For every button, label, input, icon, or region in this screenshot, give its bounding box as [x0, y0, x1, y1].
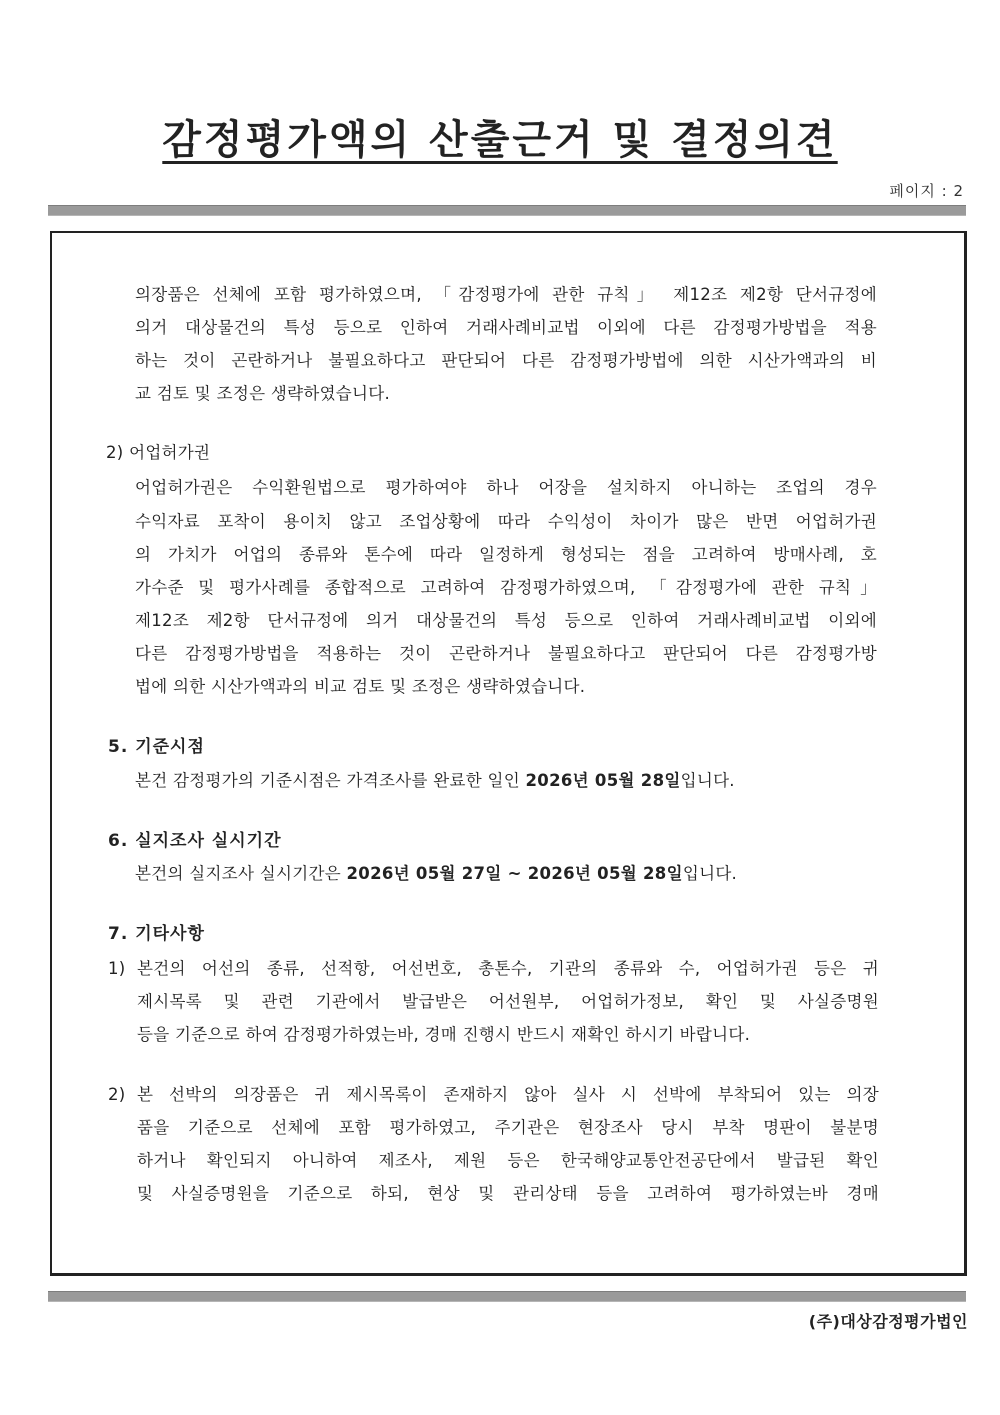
item-1-line: 등을 기준으로 하여 감정평가하였는바, 경매 진행시 반드시 재확인 하시기 바랍니다.: [137, 1025, 751, 1044]
para-a-line: 의거 대상물건의 특성 등으로 인하여 거래사례비교법 이외에 다른 감정평가방법을 적용: [135, 318, 877, 337]
page-number: 페이지 : 2: [889, 182, 964, 200]
item-2-number: 2): [108, 1085, 126, 1104]
item-2-line: 및 사실증명원을 기준으로 하되, 현상 및 관리상태 등을 고려하여 평가하였는바 경매: [137, 1184, 879, 1203]
para-b-line: 의 가치가 어업의 종류와 톤수에 따라 일정하게 형성되는 점을 고려하여 방매사례, 호: [135, 545, 877, 564]
section-5-heading: 5. 기준시점: [108, 737, 205, 757]
item-1-line: 제시목록 및 관련 기관에서 발급받은 어선원부, 어업허가정보, 확인 및 사실증명원: [137, 992, 879, 1011]
para-b-line: 가수준 및 평가사례를 종합적으로 고려하여 감정평가하였으며, 「감정평가에 관한 규칙」: [135, 578, 877, 597]
page-title: 감정평가액의 산출근거 및 결정의견: [162, 117, 838, 163]
para-b-line: 다른 감정평가방법을 적용하는 것이 곤란하거나 불필요하다고 판단되어 다른 감정평가방: [135, 644, 877, 663]
para-b-line: 수익자료 포착이 용이치 않고 조업상황에 따라 수익성이 차이가 많은 반면 어업허가권: [135, 512, 877, 531]
para-a-line: 교 검토 및 조정은 생략하였습니다.: [135, 384, 391, 403]
para-b-line: 제12조 제2항 단서규정에 의거 대상물건의 특성 등으로 인하여 거래사례비교법 이외에: [135, 611, 877, 630]
para-b-line: 어업허가권은 수익환원법으로 평가하여야 하나 어장을 설치하지 아니하는 조업의 경우: [135, 478, 877, 497]
para-b-line: 법에 의한 시산가액과의 비교 검토 및 조정은 생략하였습니다.: [135, 677, 586, 696]
top-divider: [48, 205, 966, 216]
section-6-text: 본건의 실지조사 실시기간은 2026년 05월 27일 ~ 2026년 05월 28일입니다.: [135, 864, 738, 883]
para-a-line: 하는 것이 곤란하거나 불필요하다고 판단되어 다른 감정평가방법에 의한 시산가액과의 비: [135, 351, 877, 370]
item-2-line: 하거나 확인되지 아니하여 제조사, 제원 등은 한국해양교통안전공단에서 발급된 확인: [137, 1151, 879, 1170]
subsection-heading: 2) 어업허가권: [106, 443, 211, 462]
item-2-line: 품을 기준으로 선체에 포함 평가하였고, 주기관은 현장조사 당시 부착 명판이 불분명: [137, 1118, 879, 1137]
para-a-line: 의장품은 선체에 포함 평가하였으며, 「감정평가에 관한 규칙」 제12조 제2항 단서규정에: [135, 285, 877, 304]
item-1-line: 본건의 어선의 종류, 선적항, 어선번호, 총톤수, 기관의 종류와 수, 어업허가권 등은 귀: [137, 959, 879, 978]
company-name: (주)대상감정평가법인: [808, 1312, 968, 1331]
bottom-divider: [48, 1291, 966, 1302]
section-5-text: 본건 감정평가의 기준시점은 가격조사를 완료한 일인 2026년 05월 28일입니다.: [135, 771, 735, 790]
item-2-line: 본 선박의 의장품은 귀 제시목록이 존재하지 않아 실사 시 선박에 부착되어 있는 의장: [137, 1085, 879, 1104]
section-6-heading: 6. 실지조사 실시기간: [108, 831, 282, 851]
section-7-heading: 7. 기타사항: [108, 924, 205, 944]
item-1-number: 1): [108, 959, 126, 978]
